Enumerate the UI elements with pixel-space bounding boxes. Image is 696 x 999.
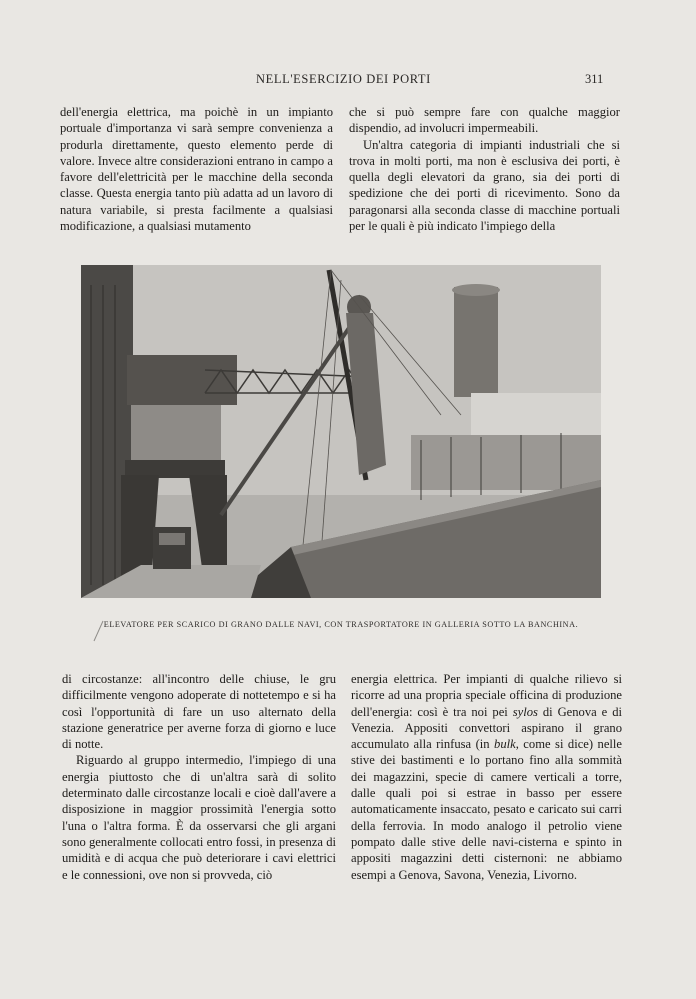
paragraph: di circostanze: all'incontro delle chiuse, le gru difficilmente vengono adoperate di nottetempo e si ha così l'opportunità di fare un uso alternato della stazione generatrice per averne forza di giorno e luce di notte. bbox=[62, 672, 336, 752]
bottom-right-column bbox=[351, 671, 622, 883]
top-right-column bbox=[349, 104, 620, 234]
figure-caption: ELEVATORE PER SCARICO DI GRANO DALLE NAVI, CON TRASPORTATORE IN GALLERIA SOTTO LA BANCHINA. bbox=[103, 620, 579, 629]
paragraph: Un'altra categoria di impianti industriali che si trova in molti porti, ma non è esclusiva dei porti, è quella degli elevatori da grano, sia dei porti di spedizione che dei porti di ricevimento. Sono da paragonarsi alla seconda classe di macchine portuali per le quali è più indicato l'impiego della bbox=[349, 137, 620, 234]
grain-elevator-photo bbox=[81, 265, 601, 598]
paragraph: dell'energia elettrica, ma poichè in un impianto portuale d'importanza vi sarà sempre convenienza a produrla direttamente, questo elemento perde di valore. Invece altre considerazioni entrano in campo a favore dell'elettricità per le macchine della seconda classe. Questa energia tanto più adatta ad un lavoro di natura variabile, si presta facilmente a qualsiasi modificazione, a qualsiasi mutamento bbox=[60, 105, 333, 234]
paragraph: che si può sempre fare con qualche maggior dispendio, ad involucri impermeabili. bbox=[349, 105, 620, 136]
page-header bbox=[0, 72, 696, 90]
text-run: di Genova e di Venezia. Appositi convettori aspirano il grano accumulato alla rinfusa (in bbox=[351, 704, 622, 752]
text-run: , come si dice) nelle stive dei bastimenti e lo portano fino alla sommità dei magazzini, specie di camere verticali a torre, dalle quali poi si estrae in basso per essere automaticamente insaccato, pesato e caricato sui carri della ferrovia. In modo analogo il petrolio viene pompato dalle stive delle navi-cisterna e spinto in appositi magazzini detti cisternoni: ne abbiamo esempi a Genova, Savona, Venezia, Livorno. bbox=[351, 737, 622, 882]
italic-term: bulk bbox=[494, 737, 516, 752]
page-number: 311 bbox=[585, 72, 604, 86]
paragraph bbox=[351, 671, 622, 883]
italic-term: sylos bbox=[512, 704, 538, 719]
running-title: NELL'ESERCIZIO DEI PORTI bbox=[256, 72, 431, 86]
bottom-left-column bbox=[62, 671, 336, 883]
text-run: energia elettrica. Per impianti di qualche rilievo si ricorre ad una propria speciale officina di produzione dell'energia: così è tra noi pei bbox=[351, 672, 622, 719]
paragraph: Riguardo al gruppo intermedio, l'impiego di una energia piuttosto che di un'altra sarà di solito determinato dalle circostanze locali e cioè dall'avere a disposizione in maggior prossimità l'energia sotto l'una o l'altra forma. È da osservarsi che gli argani sono generalmente collocati entro fossi, in presenza di umidità e di acqua che può deteriorare i cavi elettrici e le connessioni, ove non si provveda, ciò bbox=[62, 753, 336, 882]
top-left-column bbox=[60, 104, 333, 234]
